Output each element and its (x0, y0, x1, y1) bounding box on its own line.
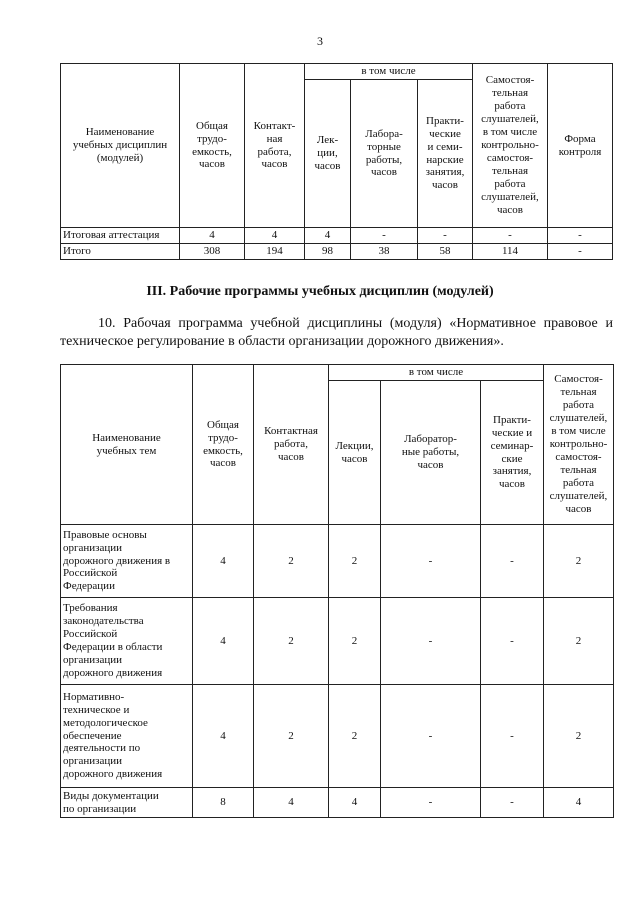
cell-contact: 2 (254, 525, 329, 598)
cell-self: 2 (544, 685, 614, 788)
header-lectures: Лекции, часов (329, 381, 381, 525)
header-total: Общая трудо- емкость, часов (180, 64, 245, 228)
header-lectures: Лек- ции, часов (305, 80, 351, 228)
page-number: 3 (317, 34, 323, 48)
cell-control: - (548, 244, 613, 260)
row-name: Итоговая аттестация (61, 228, 180, 244)
table-row (61, 788, 614, 818)
cell-labs: - (351, 228, 418, 244)
table-row (61, 598, 614, 685)
cell-practice: - (481, 685, 544, 788)
cell-labs: - (381, 598, 481, 685)
table-row (61, 244, 613, 260)
cell-contact: 4 (245, 228, 305, 244)
cell-practice: - (481, 525, 544, 598)
cell-labs: - (381, 788, 481, 818)
cell-practice: 58 (418, 244, 473, 260)
cell-labs: 38 (351, 244, 418, 260)
header-labs: Лаборатор- ные работы, часов (381, 381, 481, 525)
row-name: Требования законодательства Российской Федерации в области организации дорожного движения (61, 598, 193, 685)
cell-contact: 4 (254, 788, 329, 818)
section-title: III. Рабочие программы учебных дисциплин (модулей) (146, 284, 494, 299)
cell-control: - (548, 228, 613, 244)
header-name: Наименование учебных тем (61, 365, 193, 525)
cell-total: 4 (180, 228, 245, 244)
cell-total: 4 (193, 598, 254, 685)
cell-contact: 194 (245, 244, 305, 260)
header-total: Общая трудо- емкость, часов (193, 365, 254, 525)
cell-self: 2 (544, 598, 614, 685)
cell-total: 4 (193, 685, 254, 788)
topics-table (60, 364, 614, 818)
header-self-work: Самостоя- тельная работа слушателей, в том числе контрольно- самостоя- тельная работа слушателей, часов (544, 365, 614, 525)
header-practice: Практи- ческие и семи- нарские занятия, часов (418, 80, 473, 228)
cell-lectures: 2 (329, 598, 381, 685)
cell-labs: - (381, 525, 481, 598)
cell-total: 308 (180, 244, 245, 260)
cell-self: 114 (473, 244, 548, 260)
header-contact: Контактная работа, часов (254, 365, 329, 525)
cell-practice: - (481, 598, 544, 685)
cell-labs: - (381, 685, 481, 788)
header-labs: Лабора- торные работы, часов (351, 80, 418, 228)
cell-self: 4 (544, 788, 614, 818)
cell-self: 2 (544, 525, 614, 598)
cell-lectures: 2 (329, 525, 381, 598)
cell-practice: - (481, 788, 544, 818)
table-row (61, 228, 613, 244)
header-practice: Практи- ческие и семинар- ские занятия, часов (481, 381, 544, 525)
row-name: Итого (61, 244, 180, 260)
header-self-work: Самостоя- тельная работа слушателей, в том числе контрольно- самостоя- тельная работа слушателей, часов (473, 64, 548, 228)
header-control-form: Форма контроля (548, 64, 613, 228)
cell-total: 4 (193, 525, 254, 598)
cell-total: 8 (193, 788, 254, 818)
cell-contact: 2 (254, 598, 329, 685)
header-including: в том числе (305, 64, 473, 80)
paragraph-10 (60, 315, 613, 352)
disciplines-summary-table (60, 63, 613, 260)
row-name: Виды документации по организации (61, 788, 193, 818)
cell-lectures: 98 (305, 244, 351, 260)
row-name: Правовые основы организации дорожного движения в Российской Федерации (61, 525, 193, 598)
cell-self: - (473, 228, 548, 244)
cell-contact: 2 (254, 685, 329, 788)
paragraph-text: 10. Рабочая программа учебной дисциплины (модуля) «Нормативное правовое и техническое регулирование в области организации дорожного движения». (60, 316, 613, 350)
header-contact: Контакт- ная работа, часов (245, 64, 305, 228)
cell-lectures: 2 (329, 685, 381, 788)
table-row (61, 525, 614, 598)
cell-lectures: 4 (305, 228, 351, 244)
row-name: Нормативно- техническое и методологическое обеспечение деятельности по организации дорожного движения (61, 685, 193, 788)
cell-practice: - (418, 228, 473, 244)
header-name: Наименование учебных дисциплин (модулей) (61, 64, 180, 228)
header-including: в том числе (329, 365, 544, 381)
cell-lectures: 4 (329, 788, 381, 818)
table-row (61, 685, 614, 788)
